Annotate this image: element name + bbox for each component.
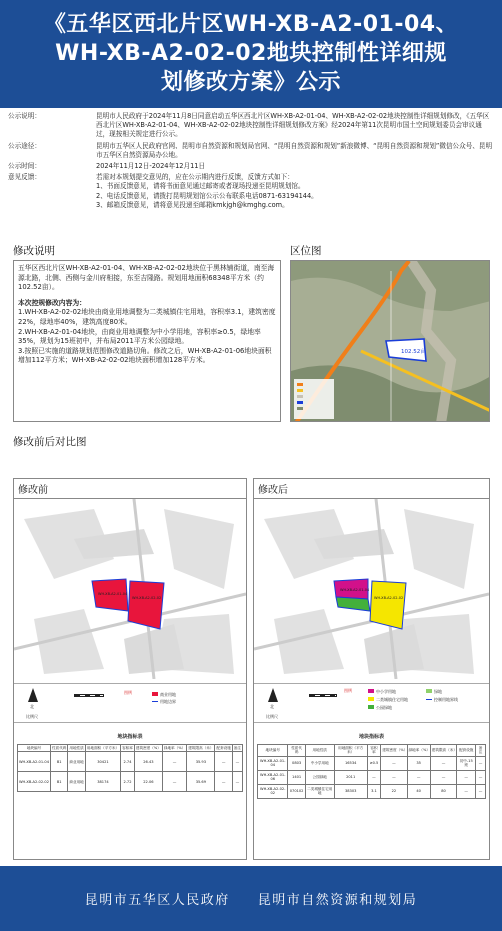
table-cell: 公园绿地	[305, 770, 334, 784]
before-panel-title: 修改前	[14, 479, 246, 499]
after-compass-label: 北	[270, 704, 274, 709]
table-cell: 商业用地	[68, 772, 85, 792]
table-cell: 3.1	[367, 784, 381, 798]
after-parcel-label: WH-XB-A2-01-04	[340, 588, 370, 592]
table-header: 用地面积（平方米）	[86, 746, 120, 750]
table-cell: ≥0.5	[367, 756, 381, 770]
table-cell: 070102	[288, 784, 305, 798]
description-box	[13, 260, 281, 422]
page-footer	[0, 866, 502, 931]
info-label: 公示途径：	[8, 141, 41, 150]
before-legend-item: 商业用地	[160, 692, 176, 697]
comparison-section	[0, 428, 502, 866]
boundary-swatch-icon	[152, 701, 158, 702]
description-subtitle: 本次控规修改内容为：	[18, 298, 86, 307]
commercial-swatch-icon	[152, 692, 158, 696]
control-boundary-swatch-icon	[426, 699, 432, 700]
footer-org-natural-resources-bureau: 昆明市自然资源和规划局	[257, 893, 418, 908]
table-row	[258, 770, 486, 784]
description-item: 3.按照已实施的道路规划范围修改道路切角。修改之后，WH-XB-A2-01-06地块面积增加112平方米；WH-XB-A2-02-02地块面积增加128平方米。	[18, 346, 272, 365]
before-legend-bar	[14, 683, 246, 723]
table-cell: 二类城镇住宅用地	[305, 784, 334, 798]
after-legend-item: 公园绿地	[376, 705, 392, 710]
table-header: 用地性质	[69, 746, 84, 750]
table-header: 绿地率（%）	[407, 745, 430, 757]
green-swatch-icon	[426, 689, 432, 693]
table-cell: —	[457, 770, 476, 784]
after-parcel-label: WH-XB-A2-02-02	[374, 596, 404, 600]
before-legend-item: 用地边界	[160, 699, 176, 704]
location-title: 区位图	[290, 245, 322, 257]
table-cell: —	[367, 770, 381, 784]
after-scale-bar-icon	[309, 694, 337, 697]
after-legend-item: 绿地	[434, 689, 442, 694]
after-indicator-table	[257, 744, 486, 799]
table-cell: 26.43	[134, 752, 162, 772]
school-swatch-icon	[368, 689, 374, 693]
info-row-feedback	[8, 173, 494, 210]
table-header: 备注	[233, 746, 241, 750]
table-cell: —	[215, 752, 232, 772]
info-value: 2024年11月12日-2024年12月11日	[96, 162, 206, 171]
table-cell: —	[162, 752, 186, 772]
table-cell: —	[407, 770, 430, 784]
table-cell: WH-XB-A2-01-04	[258, 756, 288, 770]
table-cell: —	[430, 770, 457, 784]
info-value: 若需对本规划提交意见的，应在公示期内进行反馈，反馈方式如下： 1、书面反馈意见，请将书面意见通过邮寄或者现场投递至昆明规划馆。 2、电话反馈意见，请拨打昆明规划馆公示公布联系电话0871-63194144。 3、邮箱反馈意见，请将意见投递至邮箱kmkjgh@kmghg.com。	[96, 173, 318, 209]
after-table-title: 地块指标表	[358, 734, 384, 740]
table-cell: —	[476, 756, 486, 770]
table-cell: —	[457, 784, 476, 798]
description-item: 1.WH-XB-A2-02-02地块由商业用地调整为二类城镇住宅用地，容积率3.1，建筑密度22%，绿地率40%，建筑高度80米。	[18, 308, 276, 326]
info-label: 意见反馈：	[8, 173, 41, 182]
description-para-1: 五华区西北片区WH-XB-A2-01-04、WH-XB-A2-02-02地块位于黑林铺街道，南至海源北路，北侧、西侧与金川府相接，东至吉隆路。规划用地面积68348平方米（约102.52亩）。	[18, 264, 275, 292]
table-header: 建筑密度（%）	[135, 746, 161, 750]
before-indicator-table	[17, 744, 243, 792]
before-panel	[13, 478, 247, 860]
table-cell: WH-XB-A2-01-06	[258, 770, 288, 784]
info-row-channels	[8, 142, 494, 160]
table-cell: WH-XB-A2-02-02	[258, 784, 288, 798]
before-compass-label: 北	[30, 704, 34, 709]
after-scale-label: 比例尺	[266, 714, 278, 719]
table-header: 用地面积（平方米）	[334, 745, 367, 757]
table-cell: —	[381, 770, 407, 784]
table-row	[18, 752, 243, 772]
before-parcel-label: WH-XB-A2-02-02	[132, 596, 162, 600]
description-title: 修改说明	[13, 245, 55, 257]
info-value: 昆明市五华区人民政府官网、昆明市自然资源和规划局官网、“昆明自然资源和规划”新浪微博、“昆明自然资源和规划”微信公众号、昆明市五华区自然资源局办公地。	[96, 141, 493, 159]
table-header: 备注	[476, 745, 486, 757]
table-header: 建筑限高（米）	[188, 746, 214, 750]
table-cell: —	[476, 784, 486, 798]
after-legend-item: 二类城镇住宅用地	[376, 697, 408, 702]
table-header: 建筑密度（%）	[381, 745, 407, 757]
table-cell: 35	[407, 756, 430, 770]
comparison-title: 修改前后对比图	[13, 436, 87, 448]
title-line-2: WH-XB-A2-02-02地块控制性详细规	[55, 41, 447, 66]
table-cell: 0803	[288, 756, 305, 770]
table-cell: 38174	[85, 772, 120, 792]
table-cell: 2.74	[121, 752, 135, 772]
table-header: 地块编号	[258, 745, 288, 757]
table-header: 建筑限高（米）	[430, 745, 457, 757]
table-cell: —	[232, 752, 242, 772]
table-cell: 38303	[334, 784, 367, 798]
table-cell: 2011	[334, 770, 367, 784]
table-cell: 22.06	[134, 772, 162, 792]
table-header: 绿地率（%）	[163, 746, 186, 750]
after-panel	[253, 478, 490, 860]
table-cell: 22	[381, 784, 407, 798]
location-area-label: 102.52亩	[401, 349, 426, 355]
table-cell: 中小学用地	[305, 756, 334, 770]
after-panel-title: 修改后	[254, 479, 489, 499]
table-header: 容积率	[367, 745, 381, 757]
table-cell: 40	[407, 784, 430, 798]
page-header	[0, 0, 502, 108]
title-line-3: 划修改方案》公示	[160, 70, 341, 95]
table-row	[18, 772, 243, 792]
after-legend-item: 中小学用地	[376, 689, 396, 694]
description-item: 2.WH-XB-A2-01-04地块，由商业用地调整为中小学用地，容积率≥0.5，绿地率35%，规划为15班初中，并布局2011平方米公园绿地。	[18, 327, 261, 346]
table-header: 用地性质	[305, 745, 334, 757]
table-cell: —	[162, 772, 186, 792]
after-map	[254, 499, 489, 679]
table-header: 容积率	[122, 746, 133, 750]
info-row-period	[8, 162, 494, 171]
after-legend-title: 图例	[344, 688, 352, 693]
table-cell: 商业用地	[68, 752, 85, 772]
table-cell: —	[476, 770, 486, 784]
table-cell: 35.93	[187, 752, 215, 772]
after-legend-bar	[254, 683, 489, 723]
table-cell: 80	[430, 784, 457, 798]
before-scale-label: 比例尺	[26, 714, 38, 719]
table-cell: B1	[51, 752, 68, 772]
residential-swatch-icon	[368, 697, 374, 701]
location-map	[290, 260, 490, 422]
location-map-image	[291, 261, 490, 422]
table-cell: —	[232, 772, 242, 792]
table-cell: WH-XB-A2-01-04	[18, 752, 51, 772]
before-parcel-label: WH-XB-A2-01-04	[98, 592, 128, 596]
before-legend-title: 图例	[124, 690, 132, 695]
title-line-1: 《五华区西北片区WH-XB-A2-01-04、	[43, 12, 459, 37]
table-header: 地块编号	[18, 745, 51, 752]
table-header: 性质代码	[288, 745, 305, 757]
before-scale-bar-icon	[74, 694, 104, 697]
table-cell: 16534	[334, 756, 367, 770]
info-label: 公示时间：	[8, 162, 41, 171]
table-cell: —	[381, 756, 407, 770]
table-cell: 35.69	[187, 772, 215, 792]
table-header: 性质代码	[52, 746, 67, 750]
before-compass-icon	[28, 688, 38, 702]
table-cell: —	[215, 772, 232, 792]
table-cell: B1	[51, 772, 68, 792]
footer-org-district-government: 昆明市五华区人民政府	[84, 893, 230, 908]
after-compass-icon	[268, 688, 278, 702]
table-row	[258, 784, 486, 798]
table-cell: 1401	[288, 770, 305, 784]
table-cell: WH-XB-A2-02-02	[18, 772, 51, 792]
after-legend-item: 控制用地界线	[434, 697, 458, 702]
info-row-explanation	[8, 112, 494, 140]
before-table-title: 地块指标表	[117, 734, 143, 740]
table-header: 配套设施	[457, 745, 476, 757]
notice-info	[0, 108, 502, 238]
info-label: 公示说明：	[8, 112, 41, 120]
table-cell: —	[430, 756, 457, 770]
table-cell: 2.72	[121, 772, 135, 792]
before-map	[14, 499, 246, 679]
park-swatch-icon	[368, 705, 374, 709]
table-cell: 初中-15班	[457, 756, 476, 770]
table-header: 配套设施	[216, 746, 231, 750]
description-location-section	[0, 238, 502, 428]
info-value: 昆明市人民政府于2024年11月8日同意启动五华区西北片区WH-XB-A2-01-04、WH-XB-A2-02-02地块控制性详细规划修改，《五华区西北片区WH-XB-A2-01-04、WH-XB-A2-02-02地块控制性详细规划修改方案》经2024年第11次昆明市国土空间规划委员会审议通过，现按相关规定进行公示。	[96, 112, 490, 139]
table-row	[258, 756, 486, 770]
table-cell: 30421	[85, 752, 120, 772]
